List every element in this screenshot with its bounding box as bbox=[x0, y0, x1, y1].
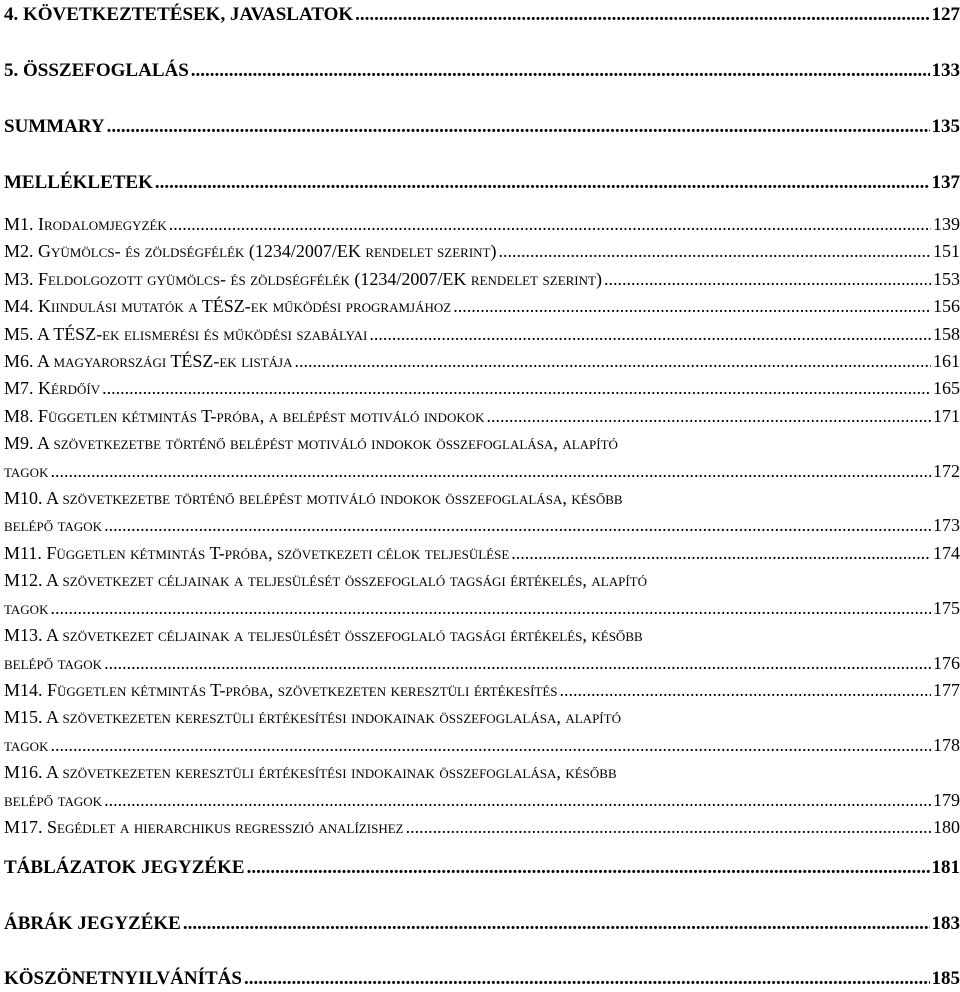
toc-entry[interactable] bbox=[4, 238, 960, 265]
toc-entry-continuation bbox=[4, 458, 960, 485]
toc-entry[interactable] bbox=[4, 913, 960, 935]
dot-leader bbox=[169, 211, 931, 238]
toc-entry-page: 175 bbox=[933, 597, 960, 618]
dot-leader bbox=[104, 787, 931, 814]
toc-entry-title: SUMMARY bbox=[4, 116, 105, 137]
toc-entry-page: 139 bbox=[933, 214, 960, 234]
toc-entry-continuation bbox=[4, 732, 960, 759]
toc-entry-page: 177 bbox=[933, 679, 960, 700]
toc-entry-title: 5. ÖSSZEFOGLALÁS bbox=[4, 60, 189, 81]
toc-entry-page: 183 bbox=[931, 913, 960, 934]
toc-entry-page: 156 bbox=[933, 296, 960, 317]
toc-entry[interactable] bbox=[4, 211, 960, 238]
toc-entry-page: 158 bbox=[933, 323, 960, 344]
dot-leader bbox=[50, 458, 931, 485]
toc-entry-page: 181 bbox=[931, 857, 960, 878]
toc-entry[interactable] bbox=[4, 677, 960, 704]
dot-leader bbox=[604, 266, 931, 293]
toc-entry-title-line: M13. A szövetkezet céljainak a teljesülését összefoglaló tagsági értékelés, később bbox=[4, 625, 643, 646]
toc-entry-page: 172 bbox=[933, 460, 960, 481]
toc-entry-page: 127 bbox=[931, 4, 960, 25]
toc-entry-title-line: M15. A szövetkezeten keresztüli értékesítési indokainak összefoglalása, alapító bbox=[4, 707, 621, 728]
toc-entry-title: belépő tagok bbox=[4, 515, 103, 536]
toc-entry[interactable] bbox=[4, 60, 960, 82]
toc-entry-wrapped[interactable] bbox=[4, 430, 960, 485]
toc-entry[interactable] bbox=[4, 403, 960, 430]
toc-entry-title: M11. Független kétmintás T-próba, szövetkezeti célok teljesülése bbox=[4, 542, 510, 563]
dot-leader bbox=[50, 732, 931, 759]
toc-entry-page: 151 bbox=[933, 241, 960, 262]
dot-leader bbox=[487, 403, 931, 430]
toc-entry-title: M6. A magyarországi TÉSZ-ek listája bbox=[4, 351, 293, 372]
toc-entry-page: 135 bbox=[931, 116, 960, 137]
dot-leader bbox=[183, 913, 930, 935]
toc-entry-page: 179 bbox=[933, 789, 960, 810]
toc-entry-title: M8. Független kétmintás T-próba, a belépést motiváló indokok bbox=[4, 405, 485, 426]
toc-entry-wrapped[interactable] bbox=[4, 485, 960, 540]
toc-entry-title-line: M16. A szövetkezeten keresztüli értékesítési indokainak összefoglalása, később bbox=[4, 762, 617, 783]
toc-entry-title-line: M12. A szövetkezet céljainak a teljesülését összefoglaló tagsági értékelés, alapító bbox=[4, 570, 647, 591]
toc-entry-continuation bbox=[4, 512, 960, 539]
toc-entry-page: 153 bbox=[933, 268, 960, 289]
toc-entry-wrapped[interactable] bbox=[4, 622, 960, 677]
toc-entry-title: 4. KÖVETKEZTETÉSEK, JAVASLATOK bbox=[4, 4, 354, 25]
dot-leader bbox=[406, 814, 931, 841]
toc-entry-title: tagok bbox=[4, 597, 49, 618]
toc-entry[interactable] bbox=[4, 116, 960, 138]
toc-entry[interactable] bbox=[4, 321, 960, 348]
dot-leader bbox=[244, 968, 930, 990]
toc-entry-continuation bbox=[4, 787, 960, 814]
toc-entry-continuation bbox=[4, 595, 960, 622]
dot-leader bbox=[102, 375, 931, 402]
toc-entry[interactable] bbox=[4, 375, 960, 402]
dot-leader bbox=[191, 60, 930, 82]
toc-entry[interactable] bbox=[4, 293, 960, 320]
toc-entry[interactable] bbox=[4, 348, 960, 375]
toc-entry-page: 171 bbox=[933, 405, 960, 426]
toc-entry-wrapped[interactable] bbox=[4, 567, 960, 622]
toc-entry-title: TÁBLÁZATOK JEGYZÉKE bbox=[4, 857, 245, 878]
toc-entry-title: ÁBRÁK JEGYZÉKE bbox=[4, 913, 181, 934]
toc-entry-page: 180 bbox=[933, 816, 960, 837]
dot-leader bbox=[355, 4, 929, 26]
toc-entry-title: M5. A TÉSZ-ek elismerési és működési szabályai bbox=[4, 323, 368, 344]
dot-leader bbox=[107, 116, 930, 138]
toc-entry-title: belépő tagok bbox=[4, 789, 103, 810]
toc-entry[interactable] bbox=[4, 540, 960, 567]
dot-leader bbox=[104, 650, 931, 677]
dot-leader bbox=[560, 677, 931, 704]
toc-entry[interactable] bbox=[4, 266, 960, 293]
toc-entry-page: 178 bbox=[933, 734, 960, 755]
toc-entry-title: M3. Feldolgozott gyümölcs- és zöldségfélék (1234/2007/EK rendelet szerint) bbox=[4, 268, 602, 289]
toc-entry-page: 173 bbox=[933, 515, 960, 536]
toc-entry[interactable] bbox=[4, 814, 960, 841]
toc-entry-title: KÖSZÖNETNYILVÁNÍTÁS bbox=[4, 968, 242, 989]
dot-leader bbox=[294, 348, 931, 375]
dot-leader bbox=[155, 172, 930, 194]
dot-leader bbox=[104, 512, 931, 539]
toc-entry-page: 165 bbox=[933, 378, 960, 399]
toc-entry-page: 137 bbox=[931, 172, 960, 193]
dot-leader bbox=[498, 238, 931, 265]
toc-entry-page: 161 bbox=[933, 351, 960, 372]
toc-entry-wrapped[interactable] bbox=[4, 759, 960, 814]
toc-entry-title: M4. Kiindulási mutatók a TÉSZ-ek működési programjához bbox=[4, 296, 452, 317]
toc-entry-page: 185 bbox=[931, 968, 960, 989]
toc-entry-title-line: M10. A szövetkezetbe történő belépést motiváló indokok összefoglalása, később bbox=[4, 488, 623, 509]
toc-entry[interactable] bbox=[4, 4, 960, 26]
appendix-list bbox=[4, 211, 960, 841]
toc-entry-title: M14. Független kétmintás T-próba, szövetkezeten keresztüli értékesítés bbox=[4, 679, 558, 700]
toc-entry-title: M2. Gyümölcs- és zöldségfélék (1234/2007/EK rendelet szerint) bbox=[4, 241, 497, 262]
toc-entry-page: 176 bbox=[933, 652, 960, 673]
toc-entry-title: M17. Segédlet a hierarchikus regresszió analízishez bbox=[4, 816, 404, 837]
toc-entry[interactable] bbox=[4, 857, 960, 879]
dot-leader bbox=[453, 293, 931, 320]
toc-entry-continuation bbox=[4, 650, 960, 677]
toc-entry-page: 133 bbox=[931, 60, 960, 81]
toc-entry[interactable] bbox=[4, 172, 960, 194]
toc-entry-page: 174 bbox=[933, 542, 960, 563]
toc-entry-title: M7. Kérdőív bbox=[4, 378, 101, 399]
toc-entry-title: MELLÉKLETEK bbox=[4, 172, 153, 193]
toc-entry-title: tagok bbox=[4, 734, 49, 755]
dot-leader bbox=[511, 540, 931, 567]
dot-leader bbox=[247, 857, 930, 879]
toc-entry-title: tagok bbox=[4, 460, 49, 481]
toc-entry-title: M1. Irodalomjegyzék bbox=[4, 214, 167, 234]
dot-leader bbox=[369, 321, 931, 348]
dot-leader bbox=[50, 595, 931, 622]
toc-entry[interactable] bbox=[4, 968, 960, 990]
toc-entry-title: belépő tagok bbox=[4, 652, 103, 673]
toc-entry-title-line: M9. A szövetkezetbe történő belépést motiváló indokok összefoglalása, alapító bbox=[4, 433, 618, 454]
toc-entry-wrapped[interactable] bbox=[4, 704, 960, 759]
